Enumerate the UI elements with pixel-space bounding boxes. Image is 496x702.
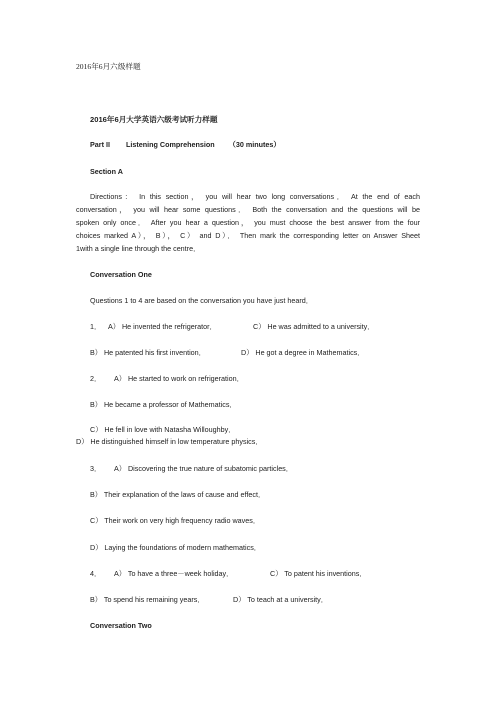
question-1-option-d: D） He got a degree in Mathematics． [241, 348, 365, 357]
conversation-one-intro: Questions 1 to 4 are based on the conversation you have just heard． [90, 296, 313, 305]
section-heading: Section A [90, 167, 123, 176]
question-4-number: 4． [90, 569, 102, 578]
directions-line-3: spoken only once． After you hear a question， you must choose the best answer from the four [76, 218, 420, 227]
part-name: Listening Comprehension [125, 140, 215, 149]
part-heading [90, 140, 281, 149]
directions-line-4: choices marked A）， B）， C） and D）． Then mark the corresponding letter on Answer Sheet [76, 231, 420, 240]
question-3-option-d: D） Laying the foundations of modern mathematics． [90, 543, 261, 552]
conversation-two-heading: Conversation Two [90, 621, 152, 630]
directions-line-1: Directions： In this section， you will hear two long conversations． At the end of each [90, 192, 420, 201]
question-1-number: 1． [90, 322, 102, 331]
document-header-label: 2016年6月六级样题 [76, 62, 141, 71]
question-2-option-a: A） He started to work on refrigeration． [114, 374, 244, 383]
question-4-option-d: D） To teach at a university． [233, 595, 328, 604]
directions-line-5: 1with a single line through the centre． [76, 244, 201, 253]
question-3-option-a: A） Discovering the true nature of subatomic particles． [114, 464, 293, 473]
part-time: （30 minutes） [228, 140, 281, 149]
question-3-option-c: C） Their work on very high frequency radio waves． [90, 516, 261, 525]
question-4-option-a: A） To have a three－week holiday． [114, 569, 234, 578]
document-title: 2016年6月大学英语六级考试听力样题 [90, 115, 218, 124]
question-4-option-b: B） To spend his remaining years． [90, 595, 205, 604]
directions-line-2: conversation， you will hear some questions． Both the conversation and the questions will be [76, 205, 420, 214]
question-2-number: 2． [90, 374, 102, 383]
question-1-option-c: C） He was admitted to a university． [253, 322, 375, 331]
part-number: Part II [90, 140, 110, 149]
question-2-option-c: C） He fell in love with Natasha Willoughby． [90, 425, 236, 434]
conversation-one-heading: Conversation One [90, 270, 152, 279]
question-2-option-b: B） He became a professor of Mathematics． [90, 400, 237, 409]
question-2-option-d: D） He distinguished himself in low temperature physics． [76, 437, 263, 446]
question-1-option-b: B） He patented his first invention． [90, 348, 206, 357]
question-4-option-c: C） To patent his inventions． [270, 569, 367, 578]
question-1-option-a: A） He invented the refrigerator． [108, 322, 217, 331]
question-3-option-b: B） Their explanation of the laws of cause and effect． [90, 490, 266, 499]
question-3-number: 3． [90, 464, 102, 473]
